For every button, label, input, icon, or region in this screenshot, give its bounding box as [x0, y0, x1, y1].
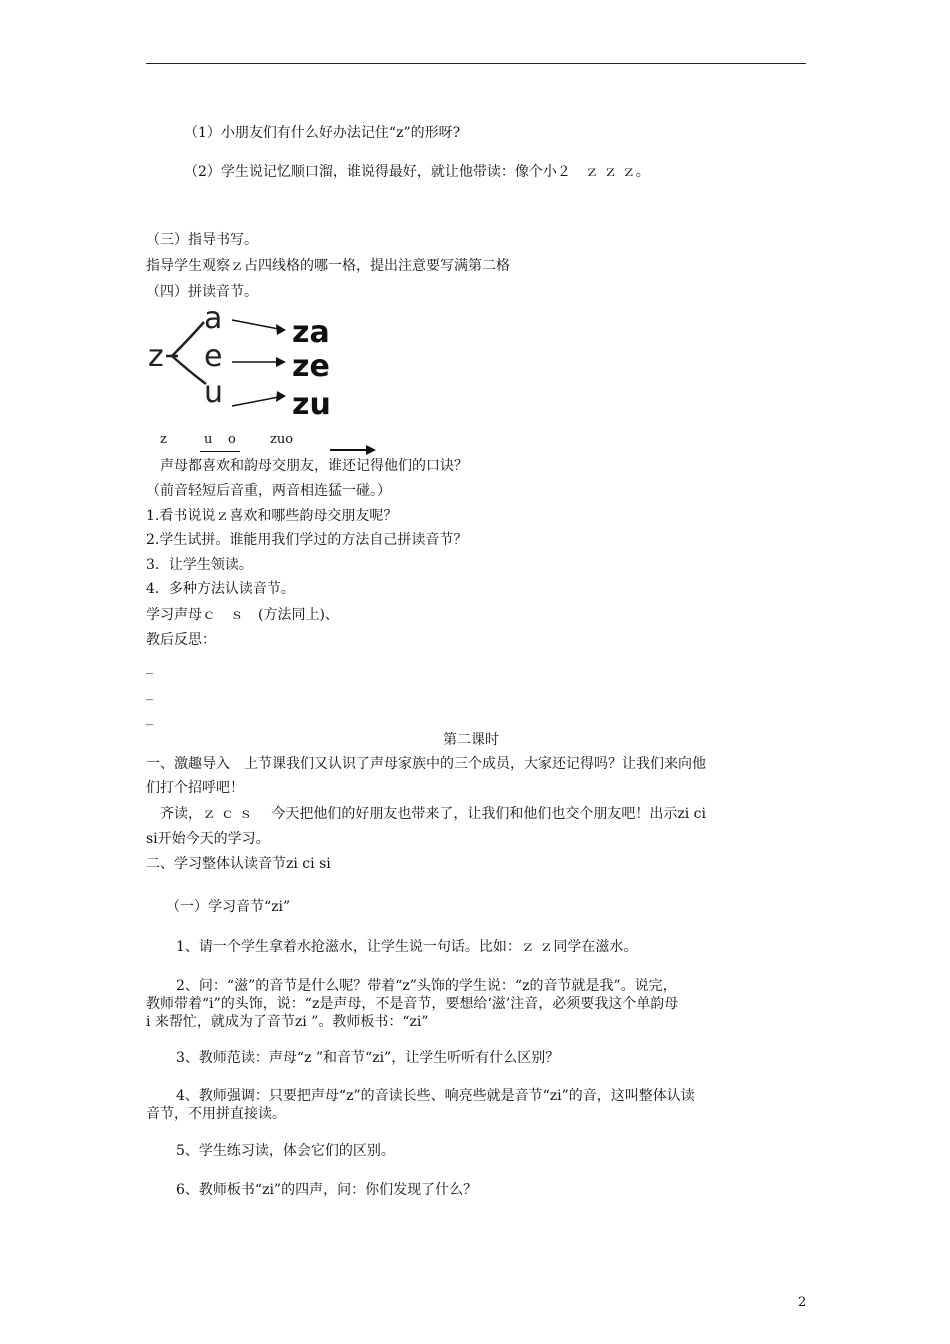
diagram-vowel-e: e — [204, 339, 223, 374]
zi-step-4-line-2: 音节，不用拼直接读。 — [146, 1106, 286, 1122]
reflection-blank-3: _ — [146, 710, 153, 726]
zuo-medial: u — [204, 432, 213, 447]
step-4: 4．多种方法认读音节。 — [146, 581, 295, 597]
page-number: 2 — [798, 1295, 807, 1310]
read-aloud-line-2: si开始今天的学习。 — [146, 831, 270, 847]
arrow-icon — [330, 444, 378, 456]
header-rule — [146, 63, 806, 64]
diagram-initial: z — [148, 339, 164, 374]
diagram-syllable-za: za — [292, 315, 330, 350]
question-2: （2）学生说记忆顺口溜，谁说得最好，就让他带读：像个小２ ｚ ｚ ｚ。 — [184, 164, 650, 180]
zi-step-6: 6、教师板书“zi”的四声，问：你们发现了什么？ — [176, 1182, 478, 1198]
step-3: 3．让学生领读。 — [146, 557, 253, 573]
reflection-heading: 教后反思： — [146, 632, 216, 648]
intro-paragraph-line-2: 们打个招呼吧！ — [146, 780, 244, 796]
section-2-heading: 二、学习整体认读音节zi ci si — [146, 856, 331, 872]
section-3-heading: （三）指导书写。 — [146, 232, 258, 248]
section-4-heading: （四）拼读音节。 — [146, 284, 258, 300]
writing-guidance: 指导学生观察ｚ占四线格的哪一格，提出注意要写满第二格 — [146, 258, 510, 274]
zi-step-4-line-1: 4、教师强调：只要把声母“z”的音读长些、响亮些就是音节“zi”的音，这叫整体认读 — [176, 1088, 695, 1104]
step-2: 2.学生试拼。谁能用我们学过的方法自己拼读音节？ — [146, 532, 468, 548]
diagram-syllable-zu: zu — [292, 387, 331, 422]
zi-step-2-line-1: 2、问：“滋”的音节是什么呢？带着“z”头饰的学生说：“z的音节就是我”。说完， — [176, 978, 677, 994]
zi-step-5: 5、学生练习读，体会它们的区别。 — [176, 1143, 395, 1159]
diagram-syllable-ze: ze — [292, 349, 330, 384]
zi-step-2-line-3: i 来帮忙，就成为了音节zi ”。教师板书：“zi” — [146, 1014, 429, 1030]
zi-step-3: 3、教师范读：声母“z ”和音节“zi”，让学生听听有什么区别？ — [176, 1050, 560, 1066]
reflection-blank-1: _ — [146, 659, 153, 675]
zi-step-2-line-2: 教师带着“i”的头饰，说：“z是声母，不是音节，要想给‘滋’注音，必须要我这个单韵母 — [146, 996, 679, 1012]
zuo-initial: z — [160, 432, 167, 447]
subsection-zi-heading: （一）学习音节“zi” — [166, 899, 291, 915]
mnemonic-question: 声母都喜欢和韵母交朋友，谁还记得他们的口诀？ — [160, 458, 468, 474]
zuo-final: o — [228, 432, 236, 447]
question-1: （1）小朋友们有什么好办法记住“z”的形呀? — [184, 125, 461, 141]
syllable-diagram — [146, 300, 346, 425]
diagram-vowel-a: a — [204, 301, 223, 336]
diagram-vowel-u: u — [204, 375, 224, 410]
zuo-syllable: zuo — [270, 432, 294, 447]
zi-step-1: 1、请一个学生拿着水抢滋水，让学生说一句话。比如：ｚ ｚ同学在滋水。 — [176, 939, 638, 955]
zuo-underline — [200, 451, 240, 452]
reflection-blank-2: _ — [146, 685, 153, 701]
intro-paragraph-line-1: 一、激趣导入 上节课我们又认识了声母家族中的三个成员，大家还记得吗？让我们来向他 — [146, 756, 706, 772]
lesson-2-title: 第二课时 — [443, 732, 499, 748]
read-aloud-line-1: 齐读，ｚ ｃ ｓ 今天把他们的好朋友也带来了，让我们和他们也交个朋友吧！出示zi ci — [160, 806, 706, 822]
mnemonic-answer: （前音轻短后音重，两音相连猛一碰。） — [146, 483, 391, 499]
step-1: 1.看书说说ｚ喜欢和哪些韵母交朋友呢？ — [146, 508, 398, 524]
learn-c-s: 学习声母ｃ ｓ (方法同上)、 — [146, 607, 339, 623]
